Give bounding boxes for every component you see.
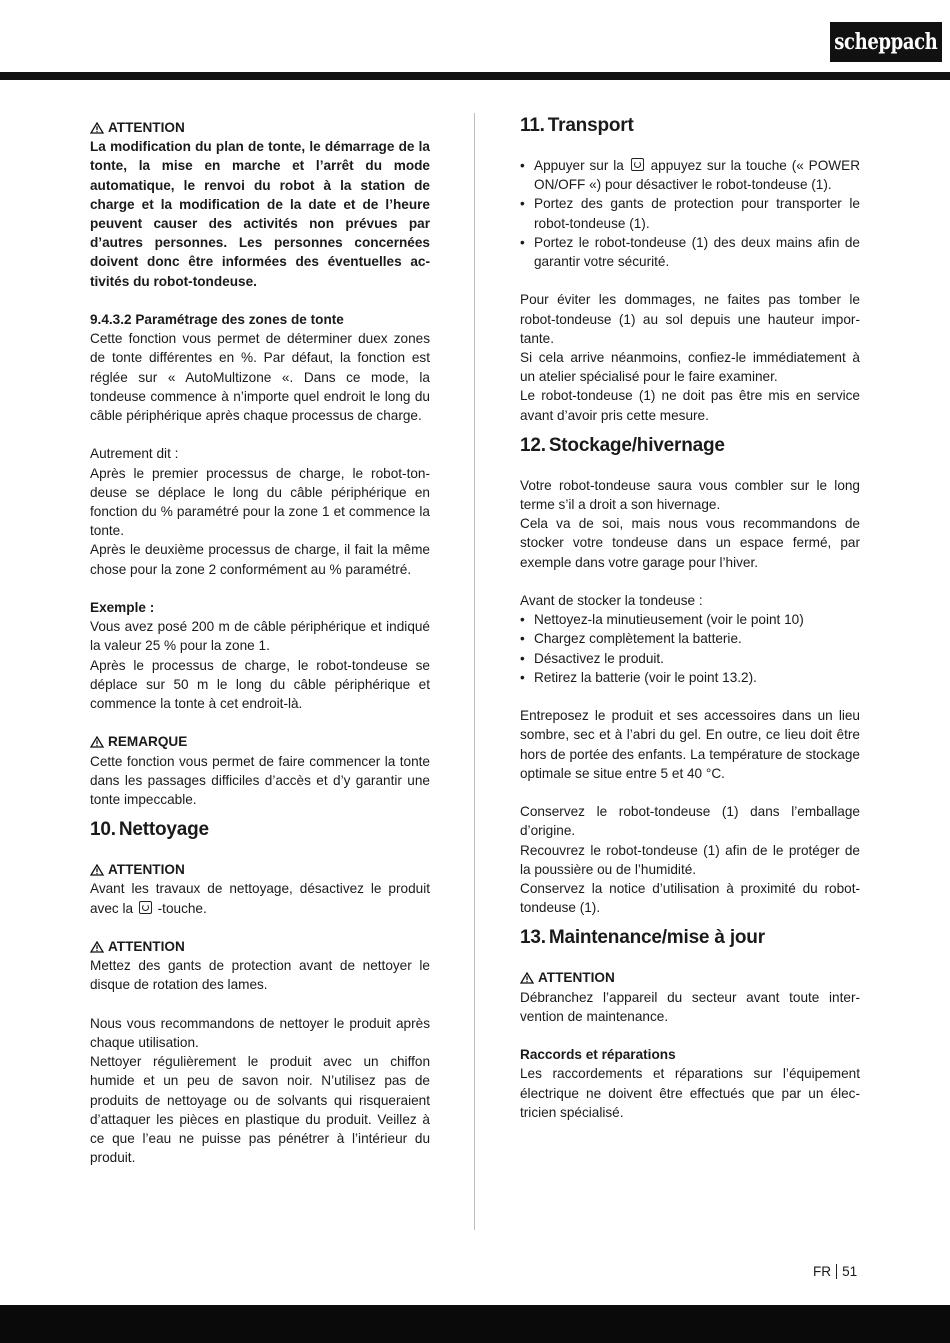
list-item: • Appuyer sur la appuyez sur la touche (« POWER ON/OFF «) pour désactiver le robot-tondeuse (1). xyxy=(520,156,860,194)
paragraph: Les raccordements et réparations sur l’équipement électrique ne doivent être effectués que par un électricien spécialisé. xyxy=(520,1066,860,1120)
paragraph: Cela va de soi, mais nous vous recommandons de stocker votre tondeuse dans un espace fermé, par exemple dans votre garage pour l’hiver. xyxy=(520,516,860,570)
power-icon xyxy=(139,901,152,914)
paragraph: Entreposez le produit et ses accessoires dans un lieu sombre, sec et à l’abri du gel. En outre, ce lieu doit être hors de portée des enfants. La température de stockage optimale se situe entre 5 et 40 °C. xyxy=(520,708,860,781)
list-item: • Nettoyez-la minutieusement (voir le point 10) xyxy=(520,610,860,629)
paragraph: Conservez le robot-tondeuse (1) dans l’emballage d’origine. xyxy=(520,804,860,839)
attention-heading: ATTENTION xyxy=(520,968,860,987)
paragraph: Conservez la notice d’utilisation à proximité du robot-tondeuse (1). xyxy=(520,881,860,916)
page-number: 51 xyxy=(842,1264,858,1279)
attention-heading: ATTENTION xyxy=(90,860,430,879)
list-item: • Portez des gants de protection pour transporter le robot-tondeuse (1). xyxy=(520,194,860,232)
paragraph: Nettoyer régulièrement le produit avec un chiffon humide et un peu de savon noir. N’utilisez pas de produits de nettoyage ou de solvants qui risqueraient d’attaquer les pièces en plastique du produit. Veillez à ce que l’eau ne puisse pas pénétrer à l’intérieur du produit. xyxy=(90,1054,430,1166)
warning-triangle-icon xyxy=(90,122,104,134)
storage-list xyxy=(520,610,860,687)
paragraph: Recouvrez le robot-tondeuse (1) afin de le protéger de la poussière ou de l’humidité. xyxy=(520,842,860,877)
paragraph: Avant les travaux de nettoyage, désactivez le produit avec la -touche. xyxy=(90,881,430,916)
paragraph: Nous vous recommandons de nettoyer le produit après chaque utilisation. xyxy=(90,1015,430,1051)
warning-triangle-icon xyxy=(520,972,534,984)
right-column xyxy=(520,113,860,1122)
paragraph: Après le premier processus de charge, le robot-tondeuse se déplace le long du câble périphérique en fonction du % paramétré pour la zone 1 et commence la tonte. xyxy=(90,465,430,539)
warning-triangle-icon xyxy=(90,864,104,876)
attention-text: La modification du plan de tonte, le démarrage de la tonte, la mise en marche et l’arrêt du mode automatique, le renvoi du robot à la station de charge et la modification de la date et de l’heure peuvent causer des activités non prévues par d’autres personnes. Les personnes concernées doivent donc être informées des éventuelles activités du robot-tondeuse. xyxy=(90,139,430,289)
paragraph: Débranchez l’appareil du secteur avant toute intervention de maintenance. xyxy=(520,989,860,1024)
footer-separator xyxy=(836,1264,837,1279)
power-icon xyxy=(631,158,644,171)
paragraph: Votre robot-tondeuse saura vous combler sur le long terme s’il a droit a son hivernage. xyxy=(520,477,860,513)
paragraph: Si cela arrive néanmoins, confiez-le immédiatement à un atelier spécialisé pour le faire examiner. xyxy=(520,350,860,385)
paragraph: Après le processus de charge, le robot-tondeuse se déplace sur 50 m le long du câble périphérique et commence la tonte à cet endroit-là. xyxy=(90,657,430,712)
brand-logo: scheppach xyxy=(830,22,942,62)
paragraph: Mettez des gants de protection avant de nettoyer le disque de rotation des lames. xyxy=(90,958,430,993)
language-code: FR xyxy=(813,1264,832,1279)
transport-list xyxy=(520,156,860,271)
section-heading-transport: 11. Transport xyxy=(520,115,634,136)
list-item: • Désactivez le produit. xyxy=(520,649,860,668)
paragraph: Cette fonction vous permet de déterminer duex zones de tonte différentes en %. Par défaut, la fonction est réglée sur « AutoMultizone «. Dans ce mode, la tondeuse commence à n’importe quel endroit le long du câble périphérique après chaque processus de charge. xyxy=(90,331,430,424)
paragraph: Cette fonction vous permet de faire commencer la tonte dans les passages difficiles d’accès et d’y garantir une tonte impeccable. xyxy=(90,753,430,808)
list-item: • Retirez la batterie (voir le point 13.2). xyxy=(520,668,860,687)
example-heading: Exemple : xyxy=(90,600,155,616)
paragraph: Après le deuxième processus de charge, il fait la même chose pour la zone 2 conformément au % paramétré. xyxy=(90,542,430,577)
paragraph: Pour éviter les dommages, ne faites pas tomber le robot-tondeuse (1) au sol depuis une hauteur importante. xyxy=(520,292,860,346)
footer-bar xyxy=(0,1305,950,1343)
paragraph: Vous avez posé 200 m de câble périphérique et indiqué la valeur 25 % pour la zone 1. xyxy=(90,619,430,654)
left-column xyxy=(90,118,430,1167)
paragraph: Avant de stocker la tondeuse : xyxy=(520,593,703,609)
paragraph: Autrement dit : xyxy=(90,446,179,462)
list-item: • Chargez complètement la batterie. xyxy=(520,629,860,648)
paragraph: Le robot-tondeuse (1) ne doit pas être mis en service avant d’avoir pris cette mesure. xyxy=(520,388,860,423)
section-heading-storage: 12. Stockage/hivernage xyxy=(520,434,725,456)
list-item: • Portez le robot-tondeuse (1) des deux mains afin de garantir votre sécurité. xyxy=(520,233,860,271)
page-footer xyxy=(813,1264,857,1279)
column-divider xyxy=(474,113,475,1230)
section-heading-cleaning: 10. Nettoyage xyxy=(90,819,209,841)
attention-heading: ATTENTION xyxy=(90,937,430,956)
header-rule xyxy=(0,72,950,80)
remark-heading: REMARQUE xyxy=(90,732,430,751)
warning-triangle-icon xyxy=(90,736,104,748)
sub-heading: Raccords et réparations xyxy=(520,1047,676,1063)
section-heading-maintenance: 13. Maintenance/mise à jour xyxy=(520,927,765,949)
sub-heading: 9.4.3.2 Paramétrage des zones de tonte xyxy=(90,312,344,328)
warning-triangle-icon xyxy=(90,941,104,953)
attention-heading: ATTENTION xyxy=(90,118,430,137)
